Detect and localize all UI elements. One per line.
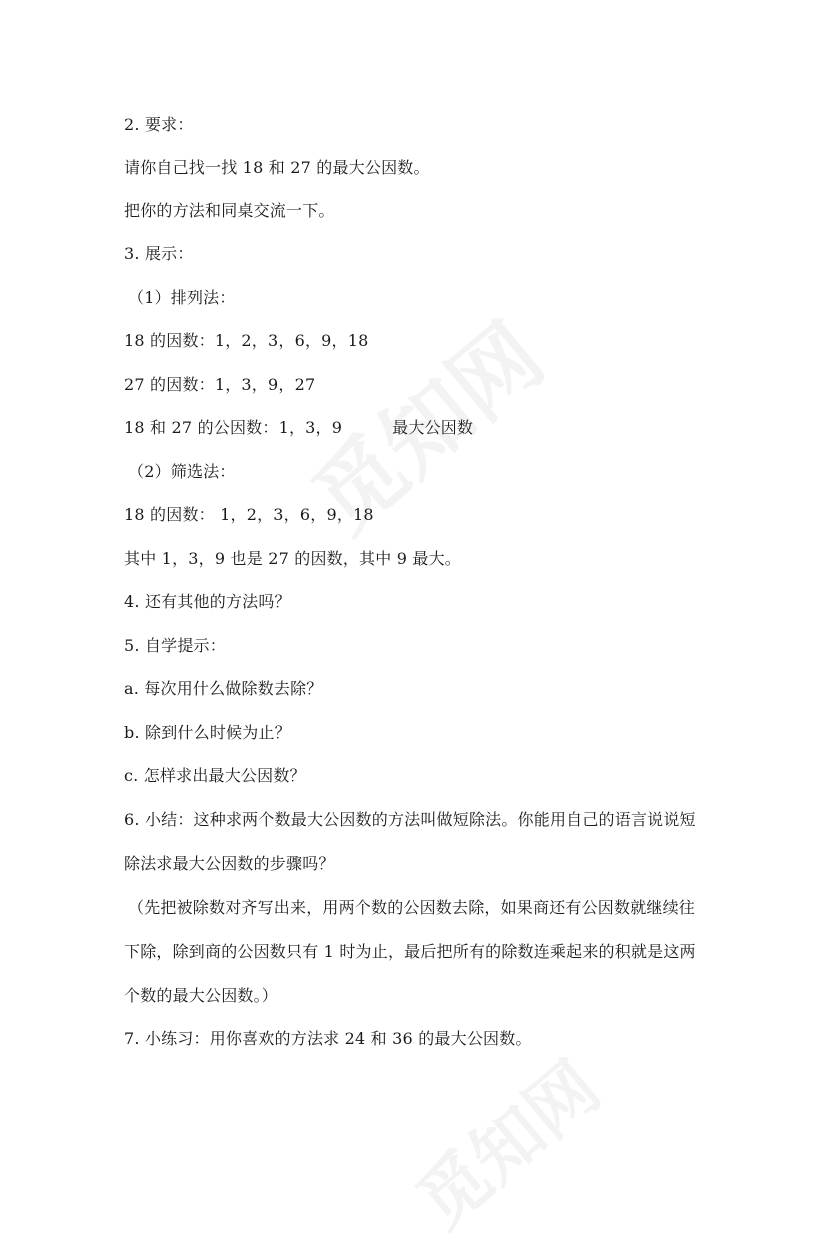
heading-other-methods: 4. 还有其他的方法吗？ <box>124 592 291 611</box>
paragraph-line: c. 怎样求出最大公因数？ <box>124 766 306 785</box>
paragraph-line: 18 的因数： 1，2，3，6，9，18 <box>124 505 374 524</box>
paragraph-line: a. 每次用什么做除数去除？ <box>124 679 323 698</box>
heading-display: 3. 展示： <box>124 244 194 263</box>
paragraph-line: 请你自己找一找 18 和 27 的最大公因数。 <box>124 158 430 177</box>
paragraph-line: 下除，除到商的公因数只有 1 时为止，最后把所有的除数连乘起来的积就是这两 <box>124 942 696 961</box>
paragraph-line: b. 除到什么时候为止？ <box>124 723 291 742</box>
paragraph-line: 除法求最大公因数的步骤吗？ <box>124 854 335 873</box>
paragraph-line <box>124 417 724 439</box>
subheading-filter-method: （2）筛选法： <box>128 462 236 481</box>
heading-practice: 7. 小练习：用你喜欢的方法求 24 和 36 的最大公因数。 <box>124 1029 532 1048</box>
gcf-label: 最大公因数 <box>392 418 474 437</box>
common-factors-text: 18 和 27 的公因数：1，3，9 <box>124 418 343 437</box>
heading-summary: 6. 小结：这种求两个数最大公因数的方法叫做短除法。你能用自己的语言说说短 <box>124 810 696 829</box>
paragraph-line: （先把被除数对齐写出来，用两个数的公因数去除，如果商还有公因数就继续往 <box>128 898 696 917</box>
watermark-bottom <box>392 1034 618 1246</box>
paragraph-line: 把你的方法和同桌交流一下。 <box>124 201 335 220</box>
paragraph-line: 其中 1，3，9 也是 27 的因数，其中 9 最大。 <box>124 549 461 568</box>
paragraph-line: 18 的因数：1，2，3，6，9，18 <box>124 331 369 350</box>
heading-self-study: 5. 自学提示： <box>124 636 226 655</box>
subheading-list-method: （1）排列法： <box>128 288 236 307</box>
heading-requirement: 2. 要求： <box>124 115 194 134</box>
paragraph-line: 个数的最大公因数。） <box>124 986 279 1005</box>
paragraph-line: 27 的因数：1，3，9，27 <box>124 375 316 394</box>
